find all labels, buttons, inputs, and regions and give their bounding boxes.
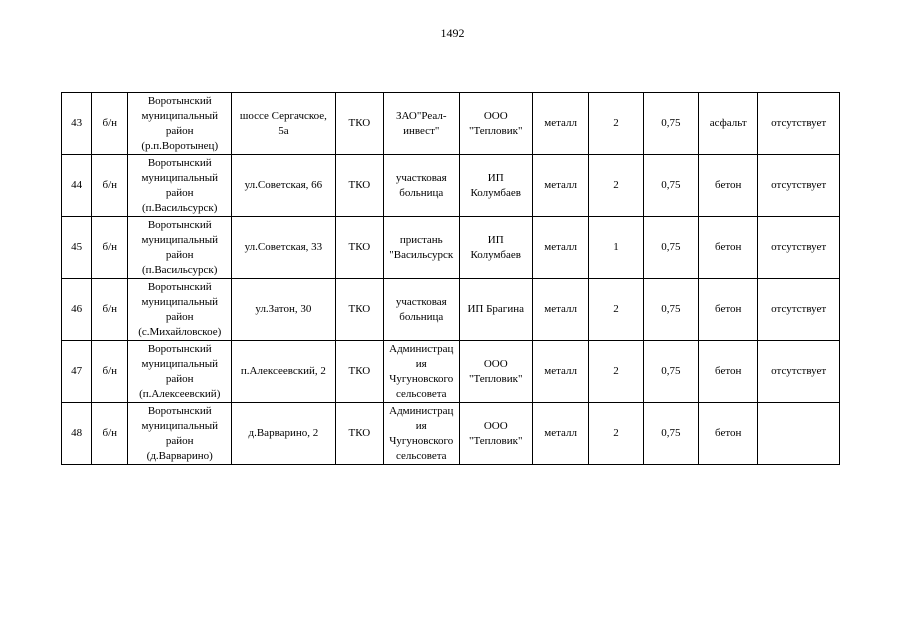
- container-count-cell: 2: [589, 403, 643, 465]
- material-cell: металл: [532, 403, 588, 465]
- registry-number: б/н: [92, 217, 128, 279]
- surface-cell: бетон: [699, 341, 758, 403]
- volume-cell: 0,75: [643, 93, 698, 155]
- surface-cell: бетон: [699, 155, 758, 217]
- waste-type-cell: ТКО: [335, 217, 383, 279]
- address-cell: ул.Затон, 30: [232, 279, 336, 341]
- operator-cell: ИП Колумбаев: [459, 155, 532, 217]
- registry-number: б/н: [92, 403, 128, 465]
- waste-type-cell: ТКО: [335, 279, 383, 341]
- operator-cell: ИП Колумбаев: [459, 217, 532, 279]
- waste-type-cell: ТКО: [335, 93, 383, 155]
- district-cell: Воротынский муниципальный район (д.Варварино): [128, 403, 232, 465]
- address-cell: д.Варварино, 2: [232, 403, 336, 465]
- row-number: 47: [62, 341, 92, 403]
- table-row: [62, 217, 840, 279]
- address-cell: ул.Советская, 66: [232, 155, 336, 217]
- district-cell: Воротынский муниципальный район (р.п.Воротынец): [128, 93, 232, 155]
- registry-number: б/н: [92, 93, 128, 155]
- volume-cell: 0,75: [643, 217, 698, 279]
- fence-cell: [758, 403, 840, 465]
- row-number: 43: [62, 93, 92, 155]
- district-cell: Воротынский муниципальный район (п.Алексеевский): [128, 341, 232, 403]
- row-number: 45: [62, 217, 92, 279]
- fence-cell: отсутствует: [758, 217, 840, 279]
- fence-cell: отсутствует: [758, 341, 840, 403]
- owner-cell: Администрац ия Чугуновского сельсовета: [384, 403, 459, 465]
- container-count-cell: 2: [589, 155, 643, 217]
- waste-type-cell: ТКО: [335, 341, 383, 403]
- table-row: [62, 279, 840, 341]
- surface-cell: бетон: [699, 217, 758, 279]
- district-cell: Воротынский муниципальный район (с.Михайловское): [128, 279, 232, 341]
- page-number: 1492: [440, 26, 465, 40]
- owner-cell: пристань "Васильсурск: [384, 217, 459, 279]
- container-count-cell: 2: [589, 93, 643, 155]
- material-cell: металл: [532, 279, 588, 341]
- volume-cell: 0,75: [643, 155, 698, 217]
- district-cell: Воротынский муниципальный район (п.Васильсурск): [128, 155, 232, 217]
- table-row: [62, 155, 840, 217]
- operator-cell: ООО "Тепловик": [459, 341, 532, 403]
- operator-cell: ООО "Тепловик": [459, 403, 532, 465]
- material-cell: металл: [532, 93, 588, 155]
- fence-cell: отсутствует: [758, 93, 840, 155]
- material-cell: металл: [532, 341, 588, 403]
- owner-cell: участковая больница: [384, 155, 459, 217]
- volume-cell: 0,75: [643, 279, 698, 341]
- surface-cell: бетон: [699, 403, 758, 465]
- owner-cell: участковая больница: [384, 279, 459, 341]
- address-cell: шоссе Сергачское, 5а: [232, 93, 336, 155]
- volume-cell: 0,75: [643, 341, 698, 403]
- surface-cell: бетон: [699, 279, 758, 341]
- registry-number: б/н: [92, 341, 128, 403]
- material-cell: металл: [532, 217, 588, 279]
- district-cell: Воротынский муниципальный район (п.Васильсурск): [128, 217, 232, 279]
- registry-number: б/н: [92, 279, 128, 341]
- table-row: [62, 341, 840, 403]
- operator-cell: ООО "Тепловик": [459, 93, 532, 155]
- material-cell: металл: [532, 155, 588, 217]
- volume-cell: 0,75: [643, 403, 698, 465]
- surface-cell: асфальт: [699, 93, 758, 155]
- address-cell: п.Алексеевский, 2: [232, 341, 336, 403]
- registry-number: б/н: [92, 155, 128, 217]
- fence-cell: отсутствует: [758, 279, 840, 341]
- row-number: 46: [62, 279, 92, 341]
- row-number: 48: [62, 403, 92, 465]
- table-row: [62, 93, 840, 155]
- waste-sites-table: [61, 92, 840, 465]
- operator-cell: ИП Брагина: [459, 279, 532, 341]
- container-count-cell: 2: [589, 279, 643, 341]
- address-cell: ул.Советская, 33: [232, 217, 336, 279]
- owner-cell: ЗАО"Реал- инвест": [384, 93, 459, 155]
- table-row: [62, 403, 840, 465]
- container-count-cell: 1: [589, 217, 643, 279]
- waste-type-cell: ТКО: [335, 403, 383, 465]
- row-number: 44: [62, 155, 92, 217]
- fence-cell: отсутствует: [758, 155, 840, 217]
- owner-cell: Администрац ия Чугуновского сельсовета: [384, 341, 459, 403]
- waste-type-cell: ТКО: [335, 155, 383, 217]
- container-count-cell: 2: [589, 341, 643, 403]
